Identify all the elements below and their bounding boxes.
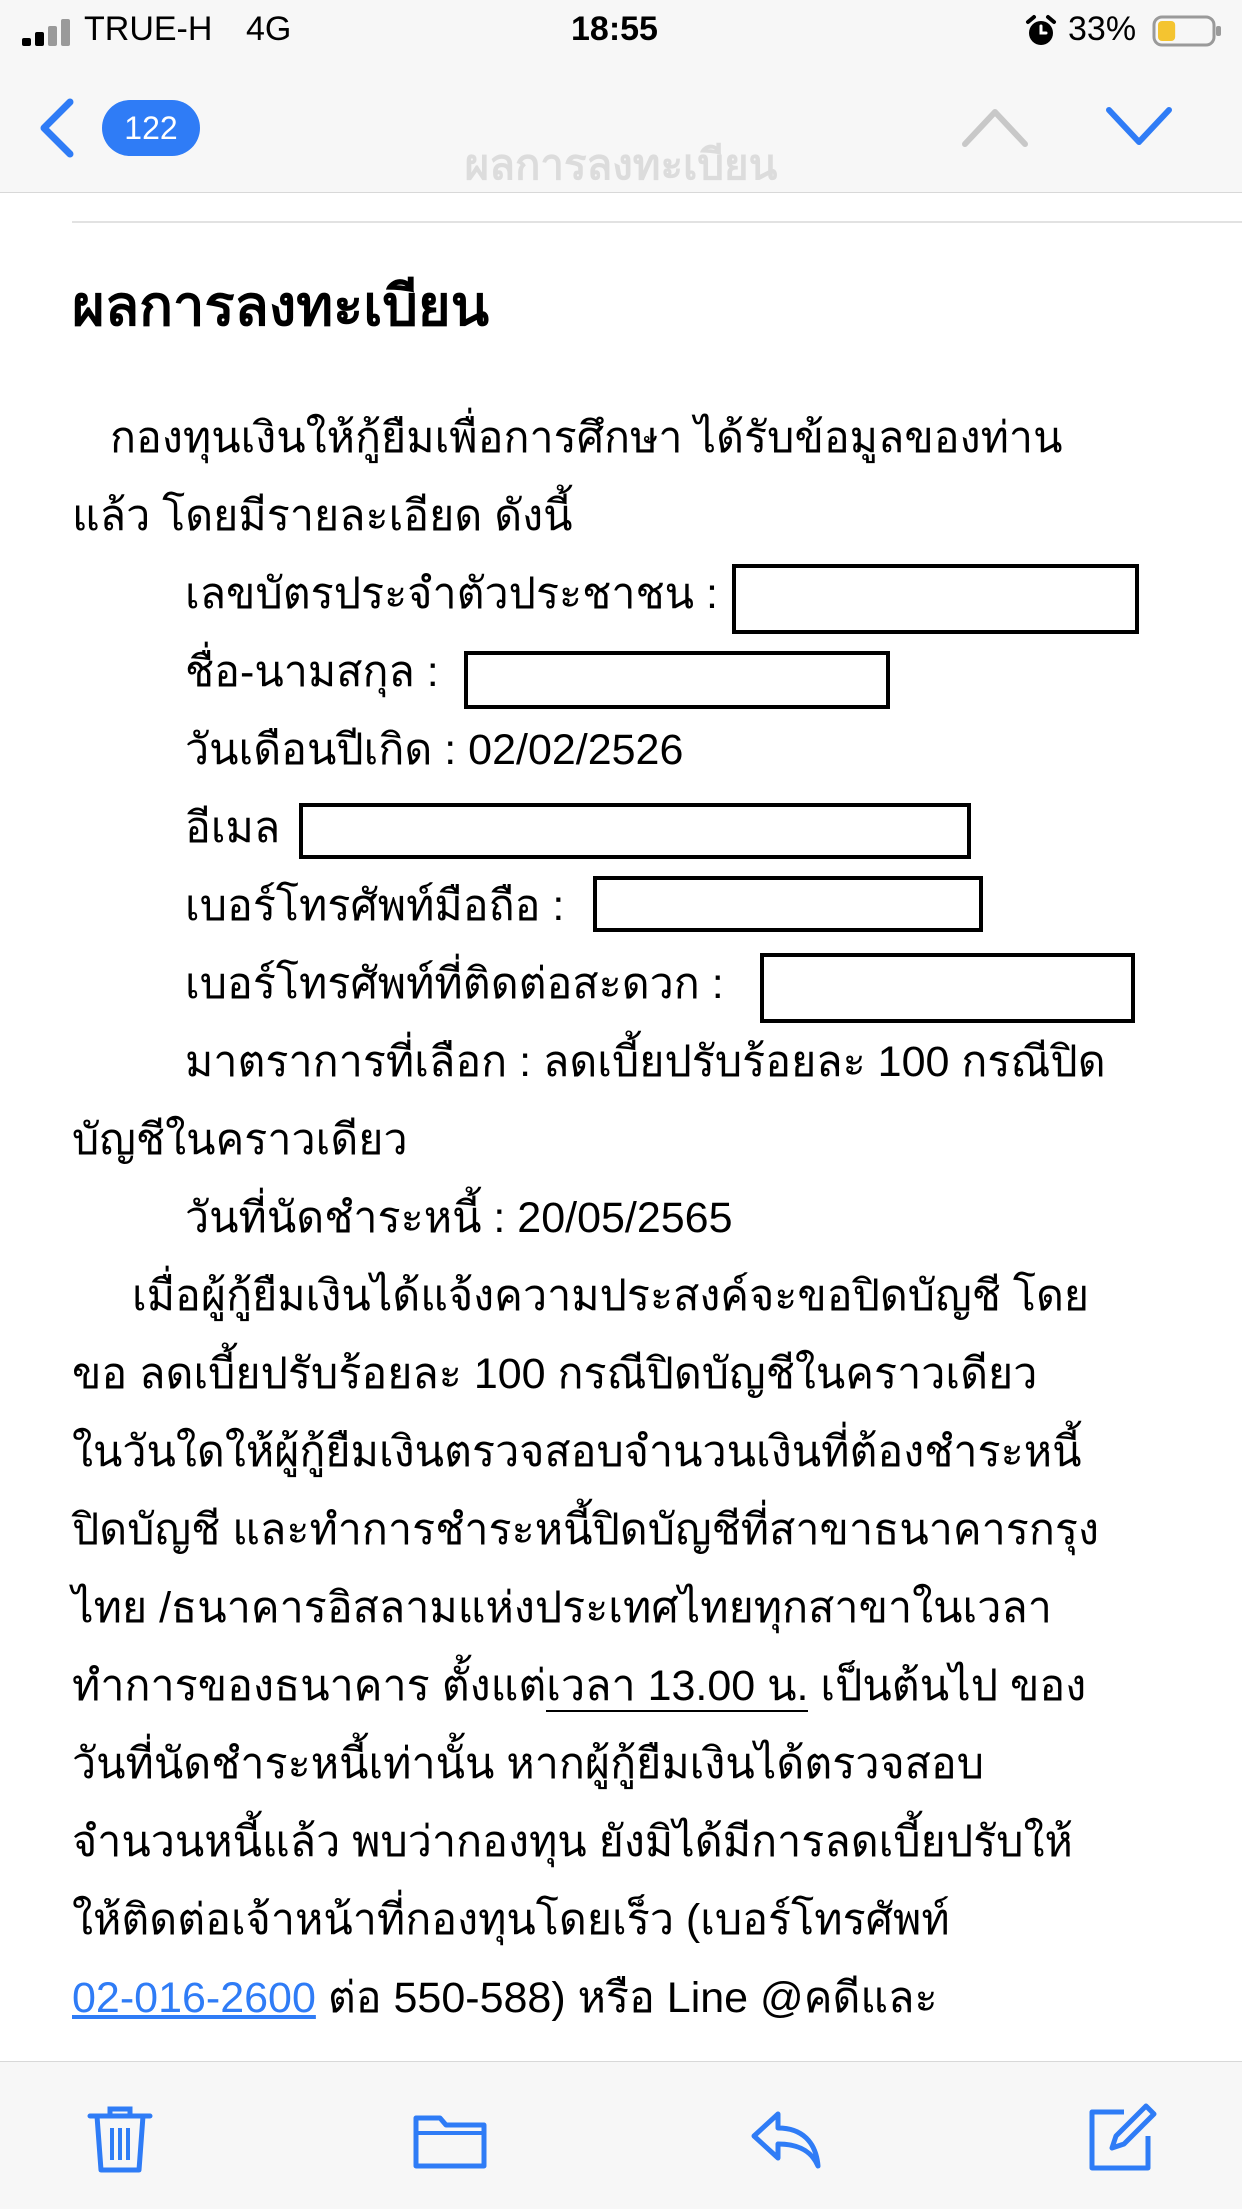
intro-line: กองทุนเงินให้กู้ยืมเพื่อการศึกษา ได้รับข้อมูลของท่าน bbox=[110, 414, 1063, 462]
redacted-mobile bbox=[593, 876, 983, 932]
redacted-name bbox=[464, 651, 890, 709]
option-line: มาตราการที่เลือก : ลดเบี้ยปรับร้อยละ 100 กรณีปิด bbox=[185, 1038, 1106, 1086]
paragraph-line: ให้ติดต่อเจ้าหน้าที่กองทุนโดยเร็ว (เบอร์โทรศัพท์ bbox=[72, 1896, 950, 1944]
paragraph-line: จำนวนหนี้แล้ว พบว่ากองทุน ยังมิได้มีการลดเบี้ยปรับให้ bbox=[72, 1818, 1073, 1866]
paragraph-text: เป็นต้นไป ของ bbox=[808, 1662, 1087, 1710]
email-heading: ผลการลงทะเบียน bbox=[72, 274, 489, 337]
paragraph-line: ปิดบัญชี และทำการชำระหนี้ปิดบัญชีที่สาขาธนาคารกรุง bbox=[72, 1506, 1100, 1554]
battery-percent: 33% bbox=[1068, 10, 1137, 48]
redacted-id-number bbox=[732, 564, 1139, 634]
unread-count-badge[interactable]: 122 bbox=[102, 100, 200, 156]
name-label: ชื่อ-นามสกุล : bbox=[185, 648, 439, 696]
nav-title: ผลการลงทะเบียน bbox=[464, 141, 778, 188]
redacted-email bbox=[299, 803, 971, 859]
navigation-bar bbox=[0, 62, 1242, 193]
status-bar bbox=[0, 0, 1242, 62]
reply-icon[interactable] bbox=[748, 2100, 824, 2176]
intro-line: แล้ว โดยมีรายละเอียด ดังนี้ bbox=[72, 492, 573, 540]
phone-link[interactable]: 02-016-2600 bbox=[72, 1974, 316, 2022]
alarm-clock-icon bbox=[1024, 14, 1058, 48]
contact-phone-label: เบอร์โทรศัพท์ที่ติดต่อสะดวก : bbox=[185, 960, 724, 1008]
paragraph-line bbox=[72, 1968, 938, 2028]
paragraph-line: ขอ ลดเบี้ยปรับร้อยละ 100 กรณีปิดบัญชีในคราวเดียว bbox=[72, 1350, 1038, 1398]
clock: 18:55 bbox=[571, 10, 658, 48]
option-line: บัญชีในคราวเดียว bbox=[72, 1116, 408, 1164]
bottom-toolbar bbox=[0, 2061, 1242, 2209]
trash-icon[interactable] bbox=[82, 2100, 158, 2176]
signal-strength-icon bbox=[22, 18, 72, 46]
chevron-down-icon[interactable] bbox=[1104, 102, 1174, 152]
paragraph-text: ทำการของธนาคาร ตั้งแต่ bbox=[72, 1662, 547, 1710]
redacted-contact-phone bbox=[760, 953, 1135, 1023]
network-type: 4G bbox=[246, 10, 292, 48]
underlined-time: เวลา 13.00 น. bbox=[546, 1662, 809, 1710]
paragraph-line: วันที่นัดชำระหนี้เท่านั้น หากผู้กู้ยืมเงินได้ตรวจสอบ bbox=[72, 1740, 985, 1788]
appointment-date: วันที่นัดชำระหนี้ : 20/05/2565 bbox=[185, 1194, 733, 1242]
paragraph-line: ในวันใดให้ผู้กู้ยืมเงินตรวจสอบจำนวนเงินที่ต้องชำระหนี้ bbox=[72, 1428, 1082, 1476]
divider bbox=[72, 221, 1242, 223]
paragraph-text: ต่อ 550-588) หรือ Line @คดีและ bbox=[315, 1974, 938, 2022]
folder-icon[interactable] bbox=[412, 2100, 488, 2176]
chevron-up-icon[interactable] bbox=[960, 102, 1030, 152]
birth-date: วันเดือนปีเกิด : 02/02/2526 bbox=[185, 726, 684, 774]
mobile-label: เบอร์โทรศัพท์มือถือ : bbox=[185, 882, 565, 930]
carrier-name: TRUE-H bbox=[84, 10, 213, 48]
email-label: อีเมล bbox=[185, 804, 281, 852]
id-card-label: เลขบัตรประจำตัวประชาชน : bbox=[185, 570, 718, 618]
paragraph-line: ไทย /ธนาคารอิสลามแห่งประเทศไทยทุกสาขาในเวลา bbox=[72, 1584, 1052, 1632]
paragraph-line bbox=[72, 1656, 1086, 1716]
paragraph-line: เมื่อผู้กู้ยืมเงินได้แจ้งความประสงค์จะขอปิดบัญชี โดย bbox=[132, 1272, 1090, 1320]
battery-icon bbox=[1152, 14, 1224, 48]
compose-icon[interactable] bbox=[1084, 2100, 1160, 2176]
email-body bbox=[0, 193, 1242, 2061]
